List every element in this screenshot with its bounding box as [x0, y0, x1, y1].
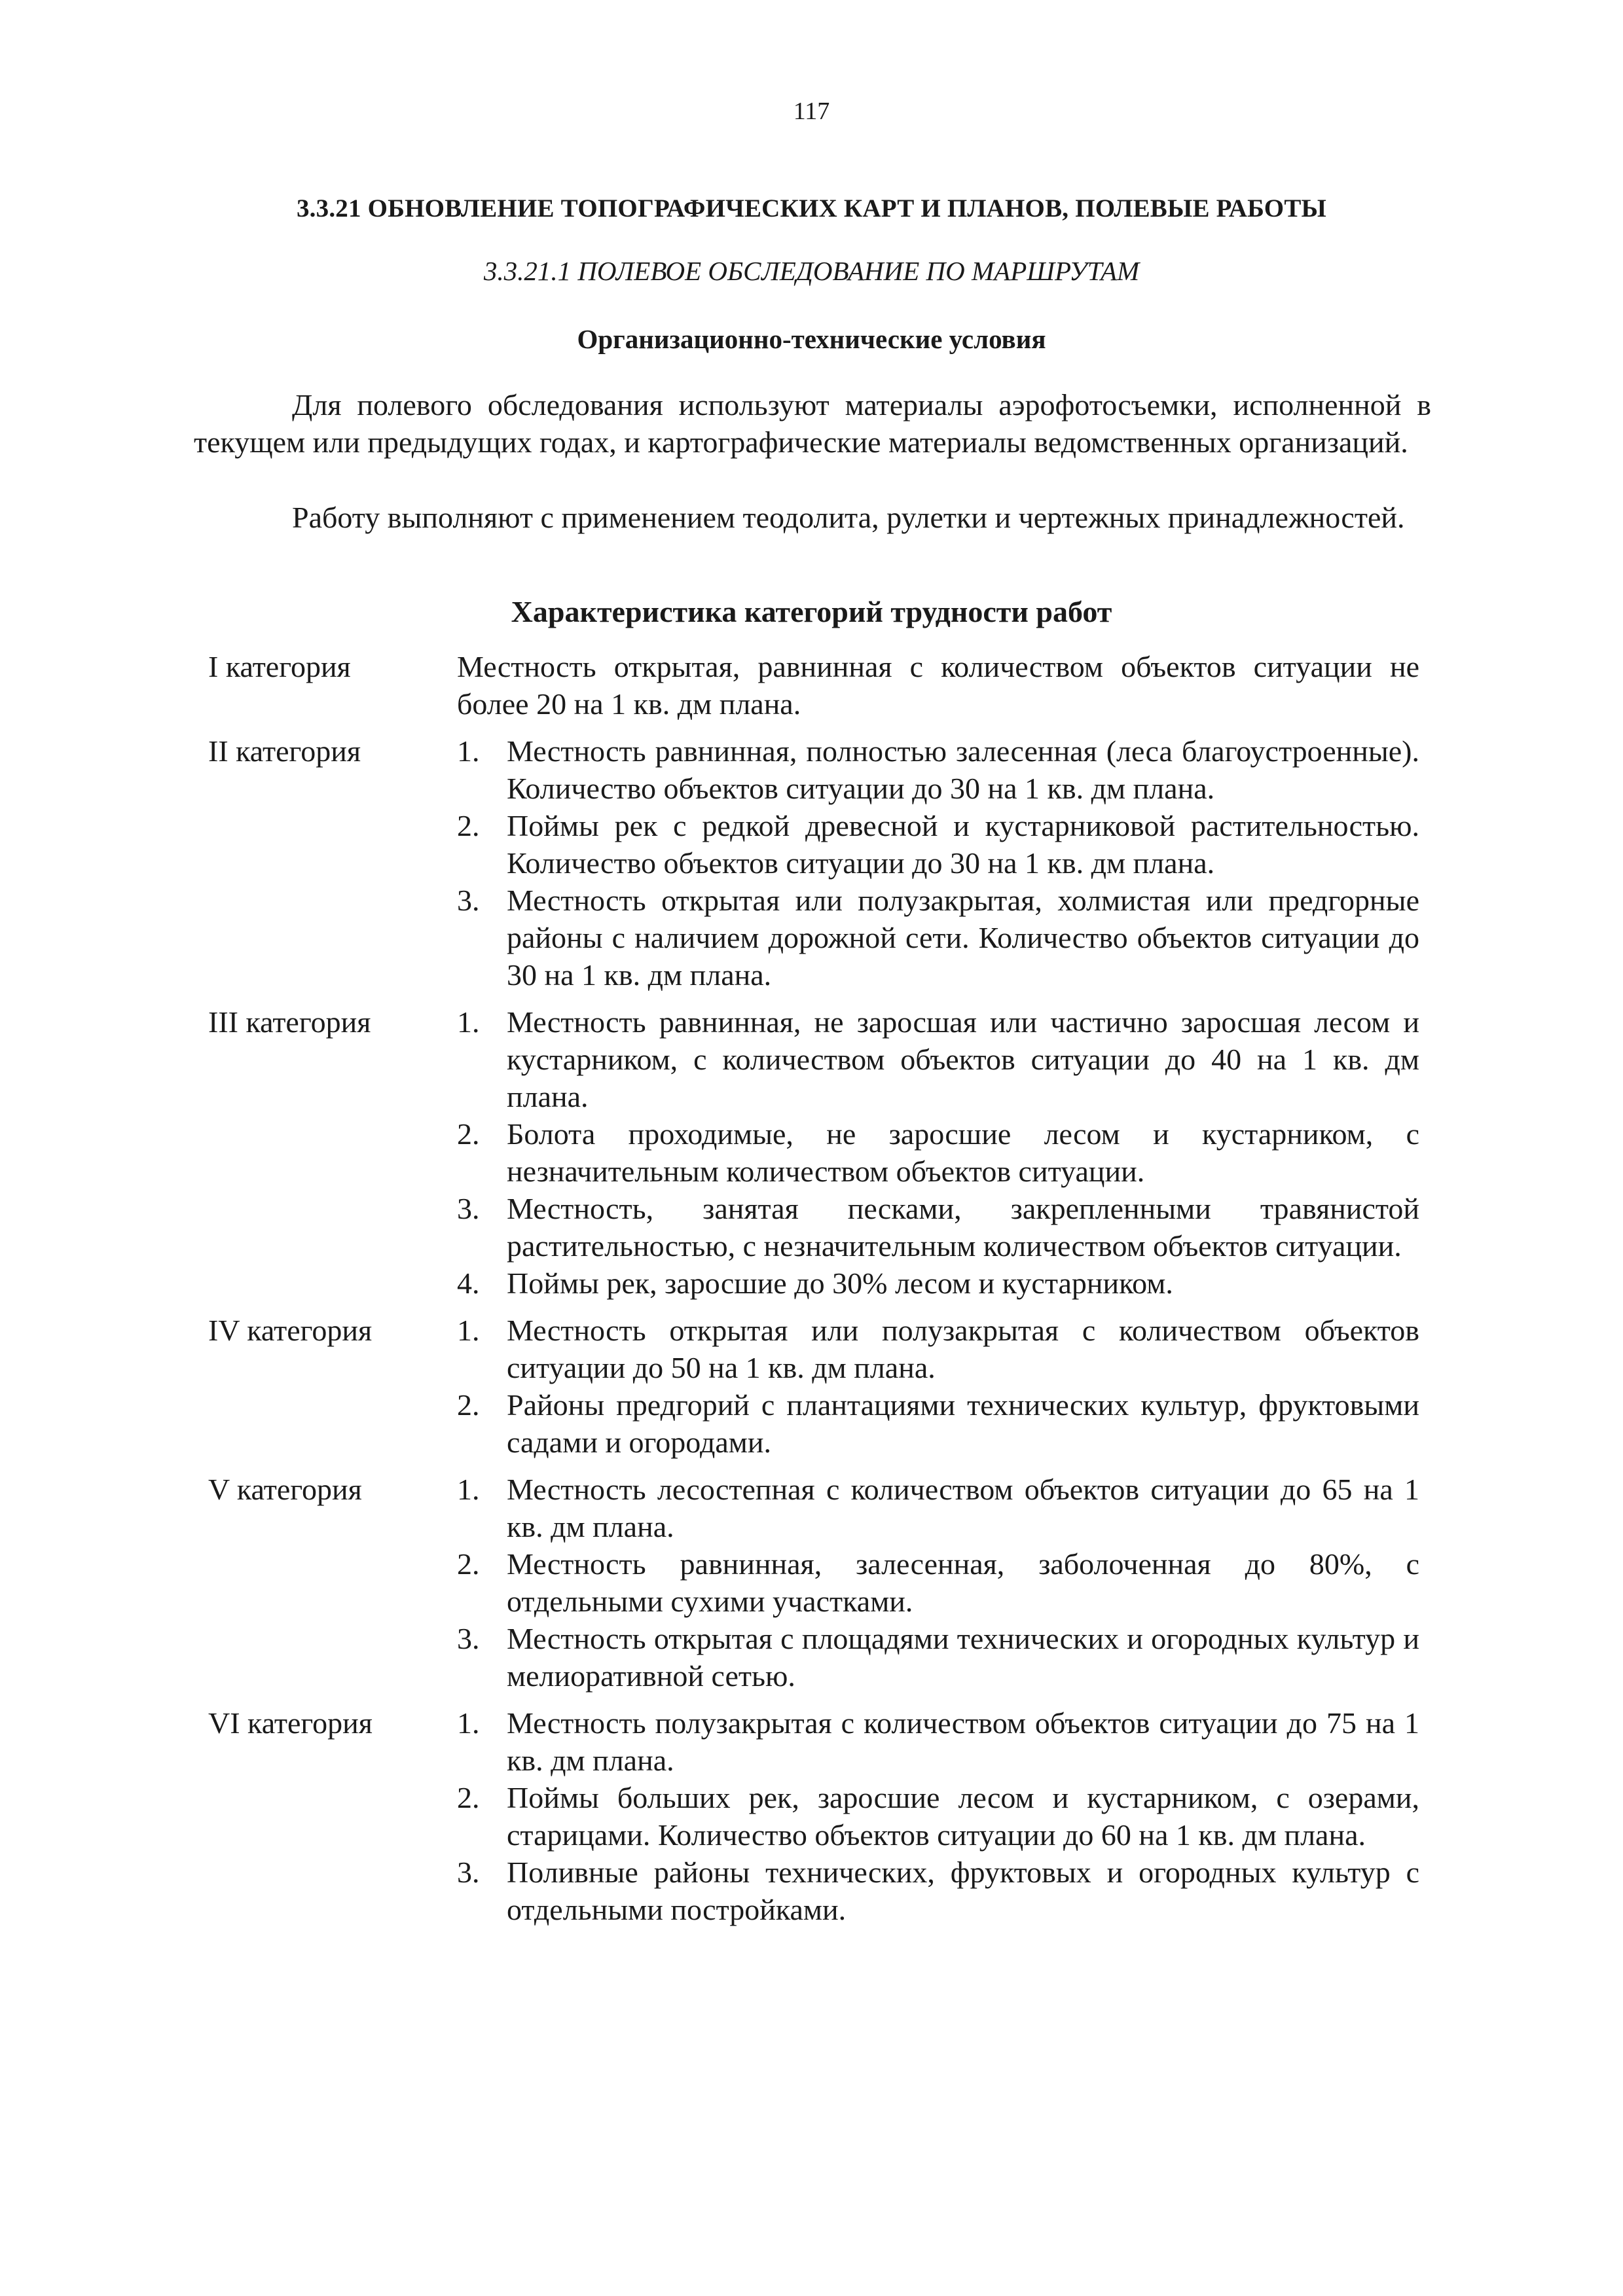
- paragraph-text: Работу выполняют с применением теодолита, рулетки и чертежных принадлежностей.: [292, 501, 1405, 534]
- list-item: [457, 732, 1419, 807]
- item-text: Местность равнинная, залесенная, заболоченная до 80%, с отдельными сухими участками.: [507, 1547, 1419, 1618]
- item-text: Местность открытая с площадями технических и огородных культур и мелиоративной сетью.: [507, 1622, 1419, 1693]
- item-text: Местность открытая или полузакрытая с количеством объектов ситуации до 50 на 1 кв. дм плана.: [507, 1314, 1419, 1384]
- category-row: [208, 1471, 1419, 1695]
- category-label: V категория: [208, 1473, 362, 1506]
- item-text: Поймы больших рек, заросшие лесом и кустарником, с озерами, старицами. Количество объектов ситуации до 60 на 1 кв. дм плана.: [507, 1781, 1419, 1852]
- list-item: [457, 1854, 1419, 1928]
- list-item: [457, 1115, 1419, 1190]
- paragraph-materials: [194, 386, 1431, 461]
- category-items: [457, 732, 1419, 994]
- list-item: [457, 1265, 1419, 1302]
- item-number: 2.: [457, 1781, 480, 1814]
- paragraph-text: Для полевого обследования используют материалы аэрофотосъемки, исполненной в текущем или предыдущих годах, и картографические материалы ведомственных организаций.: [194, 388, 1431, 459]
- item-number: 3.: [457, 1856, 480, 1889]
- list-item: [457, 1003, 1419, 1115]
- category-label: III категория: [208, 1005, 371, 1039]
- item-text: Местность лесостепная с количеством объектов ситуации до 65 на 1 кв. дм плана.: [507, 1473, 1419, 1543]
- item-text: Болота проходимые, не заросшие лесом и кустарником, с незначительным количеством объектов ситуации.: [507, 1117, 1419, 1188]
- subsection-title: 3.3.21.1 ПОЛЕВОЕ ОБСЛЕДОВАНИЕ ПО МАРШРУТАМ: [483, 256, 1140, 286]
- item-text: Поймы рек с редкой древесной и кустарниковой растительностью. Количество объектов ситуации до 30 на 1 кв. дм плана.: [507, 809, 1419, 880]
- item-number: 3.: [457, 884, 480, 917]
- category-row: [208, 732, 1419, 994]
- item-number: 2.: [457, 1547, 480, 1581]
- category-row: [208, 1704, 1419, 1928]
- item-number: 3.: [457, 1622, 480, 1655]
- item-text: Местность, занятая песками, закрепленными травянистой растительностью, с незначительным количеством объектов ситуации.: [507, 1192, 1419, 1263]
- item-text: Районы предгорий с плантациями технических культур, фруктовыми садами и огородами.: [507, 1388, 1419, 1459]
- list-item: [457, 1386, 1419, 1461]
- category-items: [457, 1312, 1419, 1461]
- list-item: [457, 1190, 1419, 1265]
- category-row: [208, 648, 1419, 723]
- list-item: [457, 1704, 1419, 1779]
- list-item: [457, 1620, 1419, 1695]
- item-text: Местность равнинная, полностью залесенная (леса благоустроенные). Количество объектов ситуации до 30 на 1 кв. дм плана.: [507, 734, 1419, 805]
- item-number: 1.: [457, 1314, 480, 1347]
- category-label: VI категория: [208, 1706, 373, 1740]
- item-number: 2.: [457, 1388, 480, 1422]
- item-text: Местность равнинная, не заросшая или частично заросшая лесом и кустарником, с количеством объектов ситуации до 40 на 1 кв. дм плана.: [507, 1005, 1419, 1113]
- paragraph-equipment: [194, 499, 1431, 536]
- category-label: IV категория: [208, 1314, 373, 1347]
- item-text: Поймы рек, заросшие до 30% лесом и кустарником.: [507, 1266, 1173, 1300]
- item-text: Местность открытая или полузакрытая, холмистая или предгорные районы с наличием дорожной сети. Количество объектов ситуации до 30 на 1 кв. дм плана.: [507, 884, 1419, 992]
- categories-list: [208, 648, 1419, 1938]
- item-text: Поливные районы технических, фруктовых и огородных культур с отдельными постройками.: [507, 1856, 1419, 1926]
- conditions-heading: Организационно-технические условия: [577, 324, 1046, 354]
- item-number: 1.: [457, 1005, 480, 1039]
- categories-heading: Характеристика категорий трудности работ: [511, 595, 1112, 628]
- category-description: Местность открытая, равнинная с количеством объектов ситуации не более 20 на 1 кв. дм плана.: [457, 650, 1419, 721]
- category-row: [208, 1312, 1419, 1461]
- item-number: 1.: [457, 1473, 480, 1506]
- category-items: [457, 1471, 1419, 1695]
- category-row: [208, 1003, 1419, 1302]
- list-item: [457, 1545, 1419, 1620]
- category-items: [457, 1704, 1419, 1928]
- section-title: 3.3.21 ОБНОВЛЕНИЕ ТОПОГРАФИЧЕСКИХ КАРТ И ПЛАНОВ, ПОЛЕВЫЕ РАБОТЫ: [296, 194, 1327, 223]
- page-number: 117: [793, 98, 830, 125]
- item-text: Местность полузакрытая с количеством объектов ситуации до 75 на 1 кв. дм плана.: [507, 1706, 1419, 1777]
- item-number: 1.: [457, 734, 480, 768]
- category-label: I категория: [208, 650, 351, 683]
- list-item: [457, 1471, 1419, 1545]
- category-items: [457, 1003, 1419, 1302]
- list-item: [457, 1779, 1419, 1854]
- item-number: 4.: [457, 1266, 480, 1300]
- item-number: 2.: [457, 809, 480, 842]
- item-number: 3.: [457, 1192, 480, 1225]
- item-number: 1.: [457, 1706, 480, 1740]
- list-item: [457, 1312, 1419, 1386]
- list-item: [457, 807, 1419, 882]
- category-label: II категория: [208, 734, 361, 768]
- item-number: 2.: [457, 1117, 480, 1151]
- list-item: [457, 882, 1419, 994]
